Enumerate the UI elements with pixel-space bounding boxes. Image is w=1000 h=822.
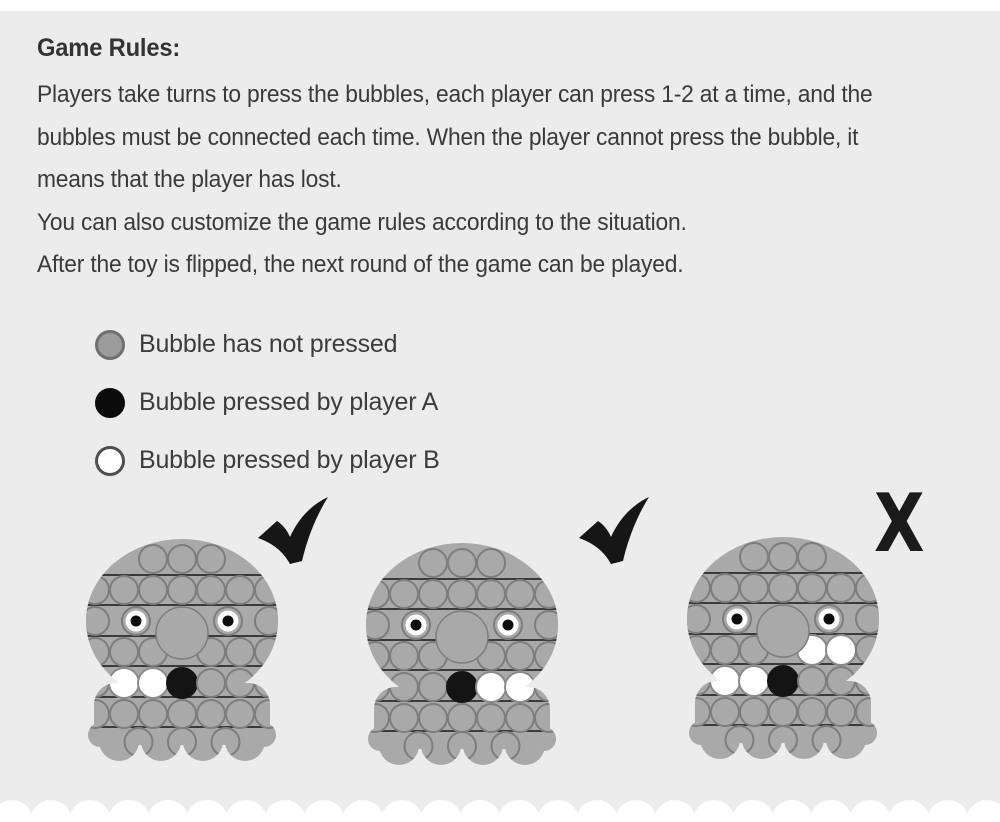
legend-item-player-b bbox=[95, 445, 440, 476]
legend-item-label: Bubble pressed by player A bbox=[139, 388, 439, 416]
legend-item-player-a bbox=[95, 387, 440, 418]
rules-line: Players take turns to press the bubbles, each player can press 1-2 at a time, and the bbox=[37, 81, 873, 108]
rules-line: bubbles must be connected each time. When the player cannot press the bubble, it bbox=[37, 123, 859, 151]
check-mark-icon bbox=[577, 497, 653, 569]
player-a-bubble-icon bbox=[95, 388, 125, 418]
rules-line: means that the player has lost. bbox=[37, 166, 342, 193]
octopus-popit-toy bbox=[673, 531, 893, 783]
legend-item-label: Bubble pressed by player B bbox=[139, 446, 440, 474]
octopus-popit-example-3 bbox=[673, 531, 893, 783]
scalloped-bottom-border bbox=[0, 796, 1000, 822]
player-b-bubble-icon bbox=[95, 446, 125, 476]
invalid-cross-icon bbox=[874, 477, 936, 570]
rules-line: After the toy is flipped, the next round of the game can be played. bbox=[37, 251, 684, 278]
rules-line: You can also customize the game rules according to the situation. bbox=[37, 208, 687, 236]
game-rules-heading: Game Rules: bbox=[37, 34, 181, 62]
unpressed-bubble-icon bbox=[95, 330, 125, 360]
top-border-strip bbox=[0, 0, 1000, 11]
legend-item-label: Bubble has not pressed bbox=[139, 330, 398, 358]
x-mark-icon: X bbox=[874, 477, 925, 570]
valid-check-icon bbox=[577, 497, 653, 574]
octopus-popit-toy bbox=[352, 537, 572, 789]
legend-item-unpressed bbox=[95, 329, 440, 360]
octopus-popit-example-2 bbox=[352, 537, 572, 789]
game-rules-section bbox=[37, 28, 968, 287]
bubble-state-legend bbox=[95, 329, 440, 476]
valid-check-icon bbox=[256, 497, 332, 574]
check-mark-icon bbox=[256, 497, 332, 569]
